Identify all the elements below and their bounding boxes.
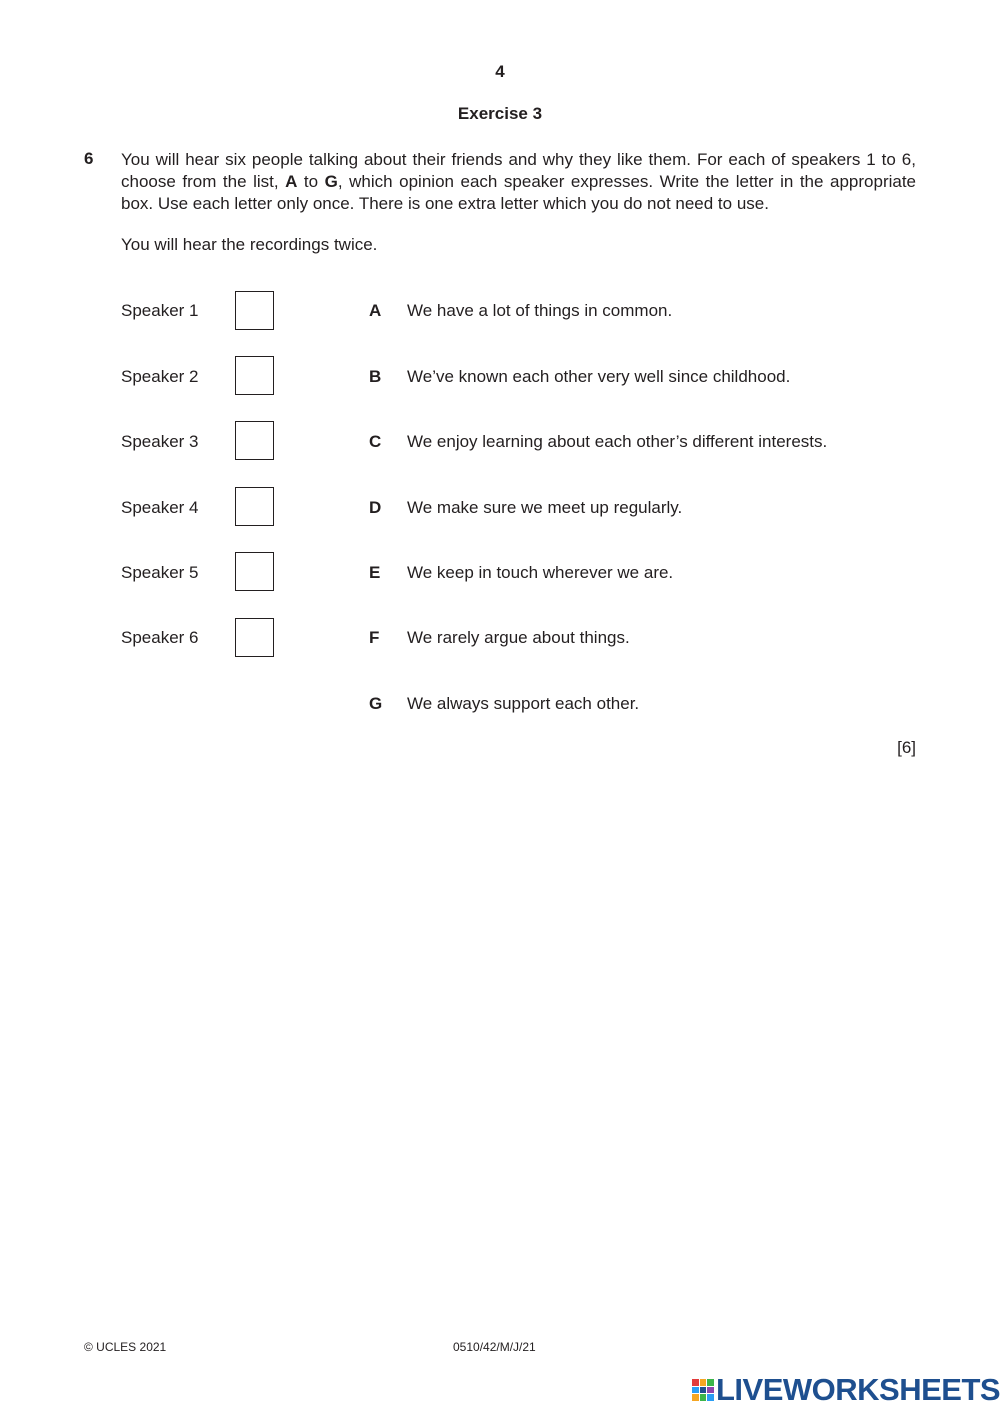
option-letter: D [369, 498, 382, 517]
logo-tile [692, 1394, 699, 1401]
option-text: We have a lot of things in common. [407, 301, 673, 320]
option-letter: B [369, 367, 382, 386]
answer-box-speaker-5[interactable] [235, 552, 274, 591]
speaker-label: Speaker 6 [121, 628, 199, 647]
speaker-label: Speaker 5 [121, 563, 199, 582]
answer-box-speaker-1[interactable] [235, 291, 274, 330]
answer-box-speaker-4[interactable] [235, 487, 274, 526]
instructions-to: to [297, 172, 325, 191]
exercise-title: Exercise 3 [457, 104, 543, 123]
paper-code: 0510/42/M/J/21 [453, 1340, 536, 1354]
copyright-notice: © UCLES 2021 [84, 1340, 167, 1354]
option-letter: E [369, 563, 381, 582]
recordings-twice-note: You will hear the recordings twice. [121, 235, 378, 254]
logo-tile [707, 1379, 714, 1386]
option-letter: G [369, 694, 383, 713]
option-text: We always support each other. [407, 694, 640, 713]
logo-tile [707, 1394, 714, 1401]
liveworksheets-logo-icon [692, 1379, 714, 1401]
marks-total: [6] [897, 738, 916, 757]
instructions-text-2: , which opinion each speaker expresses. Write the letter in the appropriate box. Use each letter only once. There is one extra letter which you do not need to use. [121, 172, 917, 213]
instructions-text-1: You will hear six people talking about their friends and why they like them. For each of speakers 1 to 6, choose from the list, [121, 150, 916, 191]
question-instructions [121, 149, 916, 215]
logo-tile [692, 1387, 699, 1394]
option-text: We’ve known each other very well since childhood. [407, 367, 791, 386]
logo-text: LIVEWORKSHEETS [716, 1372, 1000, 1407]
option-text: We enjoy learning about each other’s different interests. [407, 432, 828, 451]
speaker-label: Speaker 1 [121, 301, 199, 320]
option-text: We rarely argue about things. [407, 628, 630, 647]
logo-tile [700, 1379, 707, 1386]
speaker-label: Speaker 4 [121, 498, 199, 517]
logo-tile [707, 1387, 714, 1394]
letter-a-bold: A [285, 172, 298, 191]
logo-tile [700, 1394, 707, 1401]
option-letter: F [369, 628, 380, 647]
option-text: We make sure we meet up regularly. [407, 498, 683, 517]
answer-box-speaker-6[interactable] [235, 618, 274, 657]
question-number: 6 [84, 149, 94, 168]
speaker-label: Speaker 2 [121, 367, 199, 386]
speaker-label: Speaker 3 [121, 432, 199, 451]
answer-box-speaker-2[interactable] [235, 356, 274, 395]
option-text: We keep in touch wherever we are. [407, 563, 674, 582]
answer-box-speaker-3[interactable] [235, 421, 274, 460]
page-number: 4 [495, 62, 505, 81]
letter-g-bold: G [324, 172, 338, 191]
logo-tile [692, 1379, 699, 1386]
logo-tile [700, 1387, 707, 1394]
option-letter: C [369, 432, 382, 451]
option-letter: A [369, 301, 382, 320]
liveworksheets-logo[interactable] [692, 1372, 1000, 1408]
